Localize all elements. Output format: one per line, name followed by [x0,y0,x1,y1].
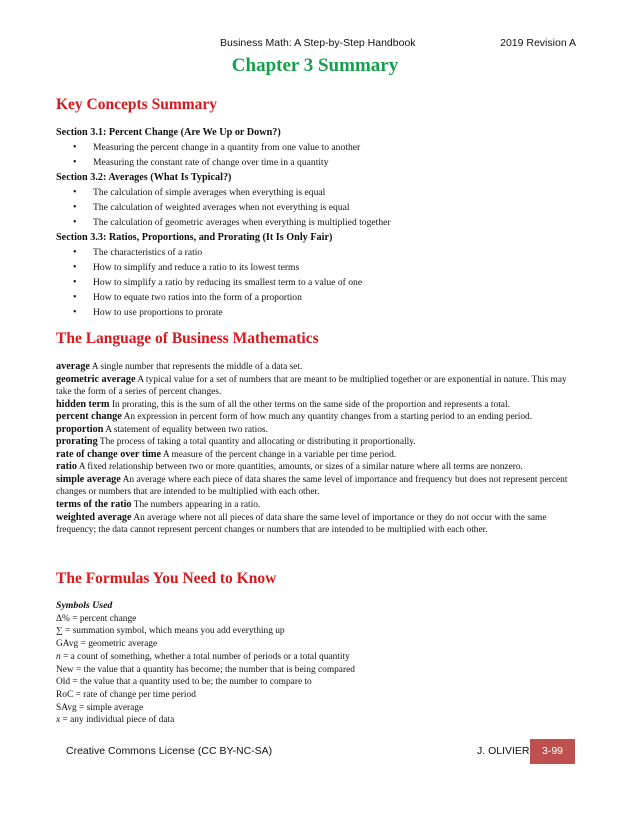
symbol-entry [56,676,576,689]
license-text: Creative Commons License (CC BY-NC-SA) [66,745,273,757]
symbol-entry [56,689,576,702]
glossary-definition: In prorating, this is the sum of all the other terms on the same side of the proportion and represents a total. [111,399,510,410]
symbol-description: = simple average [76,702,144,713]
glossary-term: percent change [56,411,122,423]
symbol: Old [56,677,71,688]
symbol: RoC [56,689,74,700]
page-number-badge: 3-99 [530,739,575,764]
glossary-definition: An average where each piece of data shares the same level of importance and frequency but does not represent percent changes or numbers that are intended to be multiplied with each other. [56,474,568,498]
symbol: ∑ [56,626,63,637]
key-concepts-list [56,125,576,320]
glossary-definition: A typical value for a set of numbers that are meant to be multiplied together or are exponential in nature. This may take the form of a series of percent changes. [56,374,567,398]
glossary-definition: A measure of the percent change in a variable per time period. [162,449,397,460]
glossary-definition: A statement of equality between two ratios. [105,424,268,435]
glossary-term: geometric average [56,373,136,385]
symbol-description: = any individual piece of data [60,715,175,726]
symbols-list [56,600,576,727]
glossary-term: rate of change over time [56,448,162,460]
symbol: Δ% [56,613,70,624]
glossary-term: average [56,361,90,372]
list-item: • How to use proportions to prorate [56,305,576,320]
symbol-entry [56,613,576,626]
glossary-definition: The numbers appearing in a ratio. [133,500,261,511]
glossary-list [56,361,576,537]
glossary-definition: An average where not all pieces of data share the same level of importance or they do not occur with the same frequency; the data cannot represent percent changes or numbers that are intended to be multiplied with each other. [56,512,547,536]
symbol-description: = the value that a quantity has become; the number that is being compared [73,664,355,675]
symbol-entry [56,702,576,715]
symbol: GAvg [56,639,79,650]
glossary-definition: An expression in percent form of how much any quantity changes from a starting period to an ending period. [123,412,533,423]
glossary-entry [56,499,576,512]
list-item: • The calculation of simple averages when everything is equal [56,185,576,200]
revision-label: 2019 Revision A [500,37,576,49]
glossary-term: prorating [56,436,98,448]
glossary-term: terms of the ratio [56,499,132,511]
symbol-entry [56,714,576,727]
section-title: Section 3.3: Ratios, Proportions, and Prorating (It Is Only Fair) [56,232,333,243]
glossary-entry [56,411,576,424]
language-heading: The Language of Business Mathematics [56,330,319,347]
symbol-entry [56,651,576,664]
symbol-description: = percent change [69,613,137,624]
glossary-entry [56,424,576,437]
glossary-entry [56,512,576,537]
symbol-entry [56,625,576,638]
glossary-term: ratio [56,461,77,473]
symbol: SAvg [56,702,77,713]
bullet-list [56,185,576,230]
list-item: • How to simplify and reduce a ratio to its lowest terms [56,260,576,275]
symbol-description: = a count of something, whether a total number of periods or a total quantity [60,651,350,662]
glossary-definition: The process of taking a total quantity and allocating or distributing it proportionally. [99,437,416,448]
symbol-entry [56,664,576,677]
glossary-term: simple average [56,473,121,485]
glossary-term: proportion [56,423,104,435]
list-item: • How to simplify a ratio by reducing its smallest term to a value of one [56,275,576,290]
glossary-definition: A single number that represents the middle of a data set. [91,362,303,372]
list-item: • How to equate two ratios into the form of a proportion [56,290,576,305]
symbol-description: = rate of change per time period [73,689,196,700]
symbol-entry [56,638,576,651]
glossary-term: hidden term [56,398,110,410]
book-title: Business Math: A Step-by-Step Handbook [220,37,416,49]
symbol: x [56,715,61,726]
glossary-term: weighted average [56,511,132,523]
glossary-entry [56,374,576,399]
symbols-title: Symbols Used [56,600,113,611]
bullet-list [56,140,576,170]
symbol-description: = geometric average [78,639,158,650]
section-title: Section 3.1: Percent Change (Are We Up or Down?) [56,127,281,138]
list-item: • The calculation of weighted averages when not everything is equal [56,200,576,215]
key-concepts-heading: Key Concepts Summary [56,96,218,113]
list-item: • Measuring the percent change in a quantity from one value to another [56,140,576,155]
glossary-entry [56,449,576,462]
bullet-list [56,245,576,320]
symbol: New [56,664,74,675]
symbol-description: = the value that a quantity used to be; the number to compare to [70,677,312,688]
symbol-description: = summation symbol, which means you add everything up [62,626,285,637]
glossary-entry [56,436,576,449]
formulas-heading: The Formulas You Need to Know [56,570,277,587]
author-name: J. OLIVIER [477,745,530,757]
glossary-entry [56,399,576,412]
section-title: Section 3.2: Averages (What Is Typical?) [56,172,232,183]
glossary-entry [56,461,576,474]
symbol: n [56,651,61,662]
list-item: • Measuring the constant rate of change over time in a quantity [56,155,576,170]
glossary-definition: A fixed relationship between two or more quantities, amounts, or sizes of a similar nature where all terms are nonzero. [78,462,523,473]
chapter-title: Chapter 3 Summary [231,55,399,76]
list-item: • The calculation of geometric averages when everything is multiplied together [56,215,576,230]
glossary-entry [56,361,576,374]
list-item: • The characteristics of a ratio [56,245,576,260]
glossary-entry [56,474,576,499]
